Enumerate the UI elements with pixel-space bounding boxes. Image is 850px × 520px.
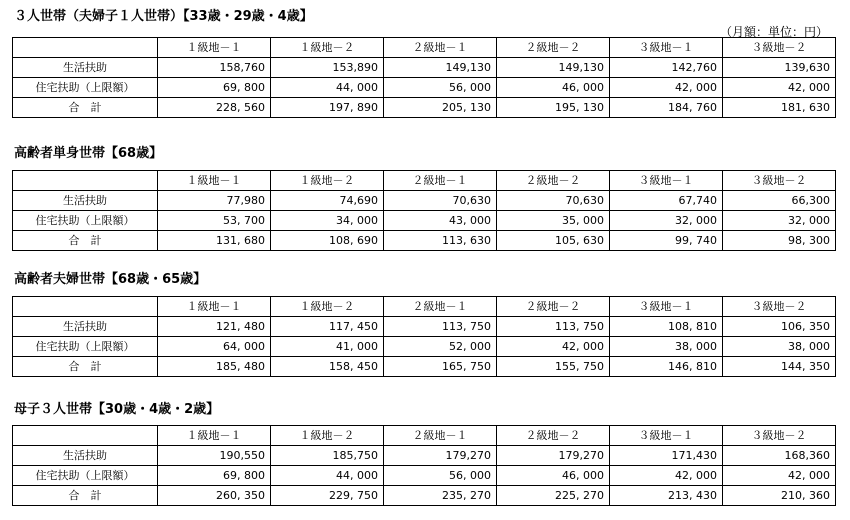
column-header: ２級地－１ xyxy=(384,38,497,58)
cell-value: 153,890 xyxy=(271,58,384,78)
cell-value: 131, 680 xyxy=(158,231,271,251)
benefit-table xyxy=(12,37,836,118)
cell-value: 42, 000 xyxy=(723,466,836,486)
table-row-total xyxy=(13,98,836,118)
row-label: 住宅扶助（上限額） xyxy=(13,78,158,98)
table-row xyxy=(13,78,836,98)
table-row xyxy=(13,211,836,231)
column-header: ２級地－２ xyxy=(497,38,610,58)
cell-value: 106, 350 xyxy=(723,317,836,337)
section-title: 高齢者夫婦世帯【68歳・65歳】 xyxy=(14,272,207,287)
cell-value: 46, 000 xyxy=(497,466,610,486)
cell-value: 66,300 xyxy=(723,191,836,211)
cell-value: 213, 430 xyxy=(610,486,723,506)
cell-value: 53, 700 xyxy=(158,211,271,231)
table-row xyxy=(13,58,836,78)
cell-value: 165, 750 xyxy=(384,357,497,377)
cell-value: 235, 270 xyxy=(384,486,497,506)
cell-value: 32, 000 xyxy=(610,211,723,231)
cell-value: 225, 270 xyxy=(497,486,610,506)
column-header: １級地－１ xyxy=(158,38,271,58)
column-header: １級地－１ xyxy=(158,171,271,191)
cell-value: 113, 750 xyxy=(384,317,497,337)
benefit-table xyxy=(12,296,836,377)
column-header: ３級地－２ xyxy=(723,426,836,446)
cell-value: 43, 000 xyxy=(384,211,497,231)
cell-value: 46, 000 xyxy=(497,78,610,98)
row-label: 生活扶助 xyxy=(13,191,158,211)
cell-value: 171,430 xyxy=(610,446,723,466)
column-header: ２級地－２ xyxy=(497,426,610,446)
table-header-row xyxy=(13,38,836,58)
cell-value: 64, 000 xyxy=(158,337,271,357)
cell-value: 113, 750 xyxy=(497,317,610,337)
column-header: ２級地－１ xyxy=(384,426,497,446)
header-corner xyxy=(13,426,158,446)
column-header: ３級地－１ xyxy=(610,297,723,317)
cell-value: 98, 300 xyxy=(723,231,836,251)
cell-value: 77,980 xyxy=(158,191,271,211)
table-header-row xyxy=(13,297,836,317)
column-header: ２級地－１ xyxy=(384,171,497,191)
cell-value: 113, 630 xyxy=(384,231,497,251)
cell-value: 41, 000 xyxy=(271,337,384,357)
cell-value: 181, 630 xyxy=(723,98,836,118)
section-title: ３人世帯（夫婦子１人世帯）【33歳・29歳・4歳】 xyxy=(14,9,313,24)
column-header: ３級地－２ xyxy=(723,38,836,58)
cell-value: 34, 000 xyxy=(271,211,384,231)
cell-value: 184, 760 xyxy=(610,98,723,118)
column-header: ２級地－１ xyxy=(384,297,497,317)
cell-value: 144, 350 xyxy=(723,357,836,377)
cell-value: 179,270 xyxy=(497,446,610,466)
row-label: 合 計 xyxy=(13,357,158,377)
cell-value: 56, 000 xyxy=(384,466,497,486)
column-header: ２級地－２ xyxy=(497,171,610,191)
cell-value: 108, 690 xyxy=(271,231,384,251)
column-header: ３級地－２ xyxy=(723,171,836,191)
cell-value: 260, 350 xyxy=(158,486,271,506)
column-header: １級地－２ xyxy=(271,426,384,446)
cell-value: 179,270 xyxy=(384,446,497,466)
cell-value: 158, 450 xyxy=(271,357,384,377)
cell-value: 35, 000 xyxy=(497,211,610,231)
row-label: 生活扶助 xyxy=(13,317,158,337)
section-title: 高齢者単身世帯【68歳】 xyxy=(14,146,163,161)
cell-value: 42, 000 xyxy=(497,337,610,357)
cell-value: 42, 000 xyxy=(610,466,723,486)
cell-value: 155, 750 xyxy=(497,357,610,377)
header-corner xyxy=(13,297,158,317)
table-row-total xyxy=(13,486,836,506)
column-header: ３級地－１ xyxy=(610,171,723,191)
row-label: 生活扶助 xyxy=(13,58,158,78)
cell-value: 108, 810 xyxy=(610,317,723,337)
column-header: ３級地－１ xyxy=(610,426,723,446)
column-header: １級地－２ xyxy=(271,171,384,191)
cell-value: 44, 000 xyxy=(271,78,384,98)
cell-value: 149,130 xyxy=(384,58,497,78)
cell-value: 190,550 xyxy=(158,446,271,466)
section-title: 母子３人世帯【30歳・4歳・2歳】 xyxy=(14,402,220,417)
table-row xyxy=(13,446,836,466)
row-label: 合 計 xyxy=(13,231,158,251)
cell-value: 158,760 xyxy=(158,58,271,78)
row-label: 住宅扶助（上限額） xyxy=(13,211,158,231)
column-header: １級地－２ xyxy=(271,297,384,317)
cell-value: 38, 000 xyxy=(723,337,836,357)
column-header: ３級地－２ xyxy=(723,297,836,317)
cell-value: 42, 000 xyxy=(610,78,723,98)
table-row-total xyxy=(13,231,836,251)
benefit-table xyxy=(12,170,836,251)
cell-value: 228, 560 xyxy=(158,98,271,118)
cell-value: 205, 130 xyxy=(384,98,497,118)
table-row xyxy=(13,317,836,337)
cell-value: 44, 000 xyxy=(271,466,384,486)
cell-value: 69, 800 xyxy=(158,78,271,98)
row-label: 合 計 xyxy=(13,486,158,506)
cell-value: 185, 480 xyxy=(158,357,271,377)
table-row xyxy=(13,466,836,486)
column-header: １級地－２ xyxy=(271,38,384,58)
cell-value: 197, 890 xyxy=(271,98,384,118)
cell-value: 210, 360 xyxy=(723,486,836,506)
header-corner xyxy=(13,171,158,191)
column-header: ３級地－１ xyxy=(610,38,723,58)
table-row xyxy=(13,337,836,357)
table-header-row xyxy=(13,171,836,191)
cell-value: 149,130 xyxy=(497,58,610,78)
row-label: 住宅扶助（上限額） xyxy=(13,466,158,486)
cell-value: 117, 450 xyxy=(271,317,384,337)
cell-value: 67,740 xyxy=(610,191,723,211)
table-header-row xyxy=(13,426,836,446)
cell-value: 121, 480 xyxy=(158,317,271,337)
cell-value: 42, 000 xyxy=(723,78,836,98)
row-label: 生活扶助 xyxy=(13,446,158,466)
header-corner xyxy=(13,38,158,58)
cell-value: 32, 000 xyxy=(723,211,836,231)
cell-value: 185,750 xyxy=(271,446,384,466)
cell-value: 70,630 xyxy=(384,191,497,211)
table-row-total xyxy=(13,357,836,377)
column-header: １級地－１ xyxy=(158,426,271,446)
cell-value: 74,690 xyxy=(271,191,384,211)
cell-value: 139,630 xyxy=(723,58,836,78)
cell-value: 69, 800 xyxy=(158,466,271,486)
cell-value: 105, 630 xyxy=(497,231,610,251)
unit-note: （月額：単位：円） xyxy=(719,25,828,39)
cell-value: 56, 000 xyxy=(384,78,497,98)
column-header: ２級地－２ xyxy=(497,297,610,317)
row-label: 住宅扶助（上限額） xyxy=(13,337,158,357)
cell-value: 70,630 xyxy=(497,191,610,211)
cell-value: 38, 000 xyxy=(610,337,723,357)
column-header: １級地－１ xyxy=(158,297,271,317)
cell-value: 146, 810 xyxy=(610,357,723,377)
cell-value: 168,360 xyxy=(723,446,836,466)
cell-value: 142,760 xyxy=(610,58,723,78)
benefit-table xyxy=(12,425,836,506)
cell-value: 229, 750 xyxy=(271,486,384,506)
cell-value: 52, 000 xyxy=(384,337,497,357)
cell-value: 195, 130 xyxy=(497,98,610,118)
table-row xyxy=(13,191,836,211)
cell-value: 99, 740 xyxy=(610,231,723,251)
row-label: 合 計 xyxy=(13,98,158,118)
